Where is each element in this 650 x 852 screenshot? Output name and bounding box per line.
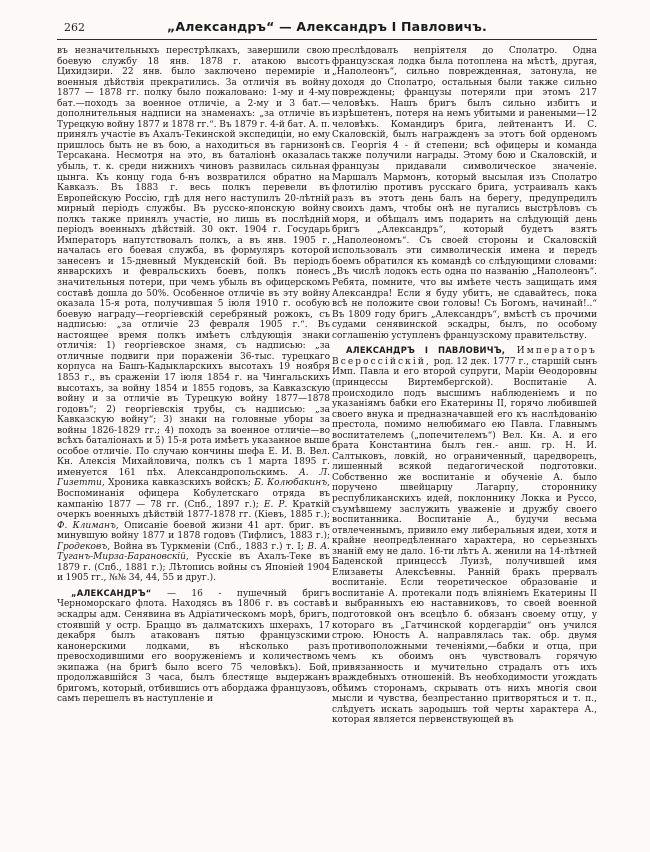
text-segment: Гродековъ, (57, 541, 111, 552)
text-column-left (57, 46, 330, 798)
entry-headword: АЛЕКСАНДРЪ I ПАВЛОВИЧЪ, (346, 345, 506, 356)
entry-headword: „АЛЕКСАНДРЪ“ (71, 587, 152, 598)
text-segment: — 16 - пушечный бригъ Черноморскаго флота. Находясь въ 1806 г. въ составѣ эскадры адм. Сенявина въ Адріатическомъ морѣ, бригъ, стоявшій у остр. Браццо въ далматскихъ шхерахъ, 17 декабря былъ атакованъ пятью французскими канонерскими лодками, въ нѣсколько разъ превосходившими его вооруженіемъ и количествомъ экипажа (на бригѣ было всего 75 человѣкъ). Бой, продолжавшійся 3 часа, былъ блестяще выдержанъ бригомъ, который, отбившись отъ абордажа французовъ, самъ перешелъ въ наступленіе и (57, 588, 330, 705)
text-segment: Хроника кавказскихъ войскъ; (104, 478, 255, 489)
header-rule (57, 39, 597, 40)
text-segment: Война въ Туркменіи (Спб., 1883 г.) т. I; (110, 541, 308, 552)
paragraph (57, 588, 330, 705)
text-segment: Описаніе боевой жизни 41 арт. бриг. въ минувшую войну 1877 и 1878 годовъ (Тифлисъ, 1883 г.); (57, 520, 330, 542)
text-segment: преслѣдовалъ непріятеля до Сполатро. Одна французская лодка была потоплена на мѣстѣ, другая, „Наполеонъ“, сильно поврежденная, затонула, не доходя до Сполатро, остальныя были также сильно повреждены; французы потеряли при этомъ 217 человѣкъ. Нашъ бригъ былъ сильно избитъ и изрѣшетенъ, потеря на немъ убитыми и ранеными—12 человѣкъ. Командиръ брига, лейтенантъ И. С. Скаловскій, былъ награжденъ за этотъ бой орденомъ св. Георгія 4 - й степени; всѣ офицеры и команда также получили награды. Этому бою и Скаловскій, и французы придавали символическое значеніе. Маршалъ Мармонъ, который высылая изъ Сполатро флотилію противъ русскаго брига, устраивалъ какъ разъ въ этотъ день балъ на берегу, предупредилъ своихъ дамъ, чтобы онѣ не пугались выстрѣловъ съ моря, и обѣщалъ имъ подарить на слѣдующій день бригъ „Александръ“, который будетъ взятъ „Наполеономъ“. Съ своей стороны и Скаловскій использовалъ эти символическія имена и передъ боемъ обратился къ командѣ со слѣдующими словами: „Въ числѣ лодокъ есть одна по названію „Наполеонъ“. Ребята, помните, что вы имѣете честь защищать имя Александра! Если я буду убитъ, не сдавайтесь, пока всѣ не положите свои головы! Съ Богомъ, начинай!..“ Въ 1809 году бригъ „Александръ“, вмѣстѣ съ прочими судами сенявинской эскадры, былъ, по особому соглашенію уступленъ французскому правительству. (332, 46, 597, 341)
text-segment: Е. Р. (263, 499, 288, 510)
text-segment: род. 12 дек. 1777 г., старшій сынъ Имп. Павла и его второй супруги, Маріи Ѳеодоровны (принцессы Виртембергской). Воспитаніе А. происходило подъ высшимъ наблюденіемъ и по указаніямъ бабки его Екатерины II, горячо любившей своего внука и предназначавшей его къ наслѣдованію престола, помимо нелюбимаго ею Павла. Главнымъ воспитателемъ („попечителемъ“) Вел. Кн. А. и его брата Константина былъ ген.- анш. гр. Н. И. Салтыковъ, ловкій, но ограниченный, царедворецъ, лишенный всякой педагогической подготовки. Собственно же воспитаніе и обученіе А. было поручено швейцарцу Лагарпу, стороннику республиканскихъ идей, поклоннику Локка и Руссо, съумѣвшему заслужить уваженіе и дружбу своего воспитанника. Воспитаніе А., будучи весьма отвлеченнымъ, привило ему либеральныя идеи, хотя и крайне неопредѣленнаго характера, но серьезныхъ знаній ему не дало. 16-ти лѣтъ А. женили на 14-лѣтней Баденской принцессѣ Луизѣ, получившей имя Елизаветы Алексѣевны. Ранній бракъ прервалъ воспитаніе. Если теоретическое образованіе и воспитаніе А. протекали подъ вліяніемъ Екатерины II и выбранныхъ ею наставниковъ, то своей военной подготовкой онъ всецѣло б. обязанъ своему отцу, у котораго въ „Гатчинской кордегардіи“ онъ учился строю. Юность А. направлялась так. обр. двумя противоположными теченіями,—бабки и отца, при чемъ къ обоимъ онъ чувствовалъ горячую привязанность и мучительно страдалъ отъ ихъ враждебныхъ отношеній. Въ необходимости угождать обѣимъ сторонамъ, скрывать отъ нихъ многія свои мысли и чувства, безпрестанно притворяться и т. п., слѣдуетъ искать зародышъ той черты характера А., которая является первенствующей въ (332, 356, 597, 726)
text-segment: въ незначительныхъ перестрѣлкахъ, завершили свою боевую службу 18 янв. 1878 г. атакою высотъ Цихидзири. 22 янв. было заключено перемиріе и военныя дѣйствія прекратились. За отличія въ войну 1877 — 1878 гг. полку было пожаловано: 1-му и 4-му бат.—походъ за военное отличіе, а 2-му и 3 бат.—дополнительныя надписи на знаменахъ: „за отличіе въ Турецкую войну 1877 и 1878 гг.“. Въ 1879 г. 4-й бат. А. п. принялъ участіе въ Ахалъ-Текинской экспедиціи, но ему пришлось быть не въ бою, а находиться въ гарнизонѣ Терсакана. Несмотря на это, въ баталіонѣ оказалась убыль, т. к. среди нижнихъ чиновъ развилась сильная цынга. Къ концу года б-нъ возвратился обратно на Кавказъ. Въ 1883 г. весь полкъ перевели въ Европейскую Россію, гдѣ для него наступилъ 20-лѣтній мирный періодъ службы. Въ русско-японскую войну полкъ также принялъ участіе, но лишь въ послѣдній періодъ военныхъ дѣйствій. 30 окт. 1904 г. Государь Императоръ напутствовалъ полкъ, а въ янв. 1905 г. началась его боевая служба, въ формуляръ которой занесенъ и 15-дневный Мукденскій бой. Въ періодъ январскихъ и февральскихъ боевъ, полкъ понесъ значительныя потери, при чемъ убыль въ офицерскомъ составѣ дошла до 50%. Особенное отличіе въ эту войну оказала 15-я рота, получившая 5 іюля 1910 г. особую боевую награду—георгіевскій серебряный рожокъ, съ надписью: „за отличіе 23 февраля 1905 г.“. Въ настоящее время полкъ имѣетъ слѣдующія знаки отличія: 1) георгіевское знамя, съ надписью: „за отличные подвиги при пораженіи 36-тыс. турецкаго корпуса на Башъ-Кадыкларскихъ высотахъ 19 ноября 1853 г., въ сраженіи 17 іюля 1854 г. на Чингальскихъ высотахъ, за войну 1854 и 1855 годовъ, за Кавказскую войну и за отличіе въ Турецкую войну 1877—1878 годовъ“; 2) георгіевскія трубы, съ надписью: „за Кавказскую войну“; 3) знаки на головные уборы за войны 1826-1829 гг.; 4) походъ за военное отличіе—во всѣхъ баталіонахъ и 5) 15-я рота имѣетъ указанное выше особое отличіе. По случаю кончины шефа Е. И. В. Вел. Кн. Алексія Михайловича, полкъ съ 1 марта 1895 г. именуется 161 пѣх. Александропольскимъ. (57, 46, 330, 478)
paragraph (332, 46, 597, 341)
text-segment: Ф. Климанъ, (57, 520, 119, 531)
text-segment: Воспоминанія офицера Кобулетскаго отряда въ кампанію 1877 — 78 гг. (Спб., 1897 г.); (57, 488, 330, 510)
text-segment: А. Л. Гизетти, (57, 467, 330, 489)
text-segment: Императоръ Всероссійскій, (332, 346, 597, 367)
text-segment: Краткій очеркъ военныхъ дѣйствій 1877-1878 гг. (Кіевъ, 1885 г.); (57, 499, 330, 521)
running-header-title: „Александръ“ — Александръ I Павловичъ. (167, 19, 487, 34)
text-segment: Б. Колюбакинъ, (254, 478, 330, 489)
text-column-right (332, 46, 597, 798)
page-number: 262 (64, 21, 85, 34)
paragraph (332, 345, 597, 726)
text-segment: В. А. Туганъ-Мирза-Барановскій, (57, 541, 330, 563)
paragraph (57, 46, 330, 584)
text-segment: Русскіе въ Ахалъ-Теке въ 1879 г. (Спб., 1881 г.); Лѣтопись войны съ Японіей 1904 и 1905 гг., №№ 34, 44, 55 и друг.). (57, 552, 330, 584)
